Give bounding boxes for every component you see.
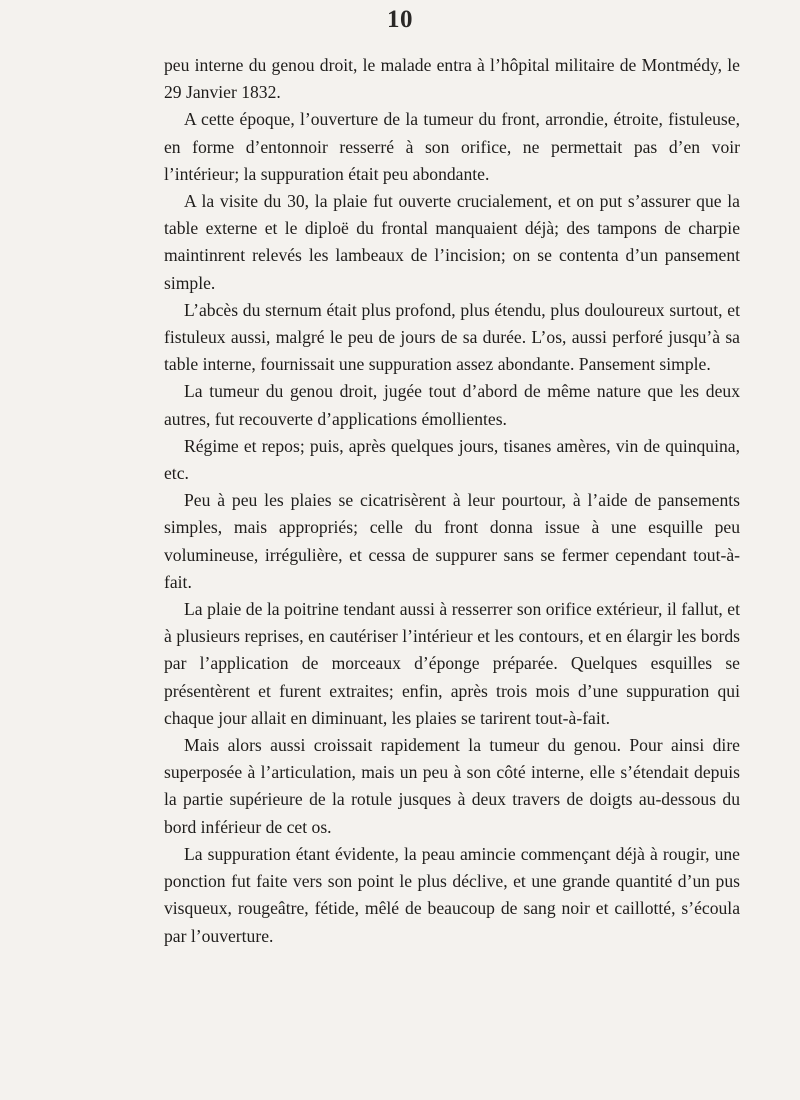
- paragraph: La tumeur du genou droit, jugée tout d’abord de même nature que les deux autres, fut recouverte d’applications émollientes.: [164, 381, 740, 429]
- page-number: 10: [387, 6, 413, 33]
- paragraph: Régime et repos; puis, après quelques jours, tisanes amères, vin de quinquina, etc.: [164, 435, 740, 484]
- paragraph: A la visite du 30, la plaie fut ouverte crucialement, et on put s’assurer que la table externe et le diploë du frontal manquaient déjà; des tampons de charpie maintinrent relevés les lambeaux de l’incision; on se contenta d’un pansement simple.: [164, 191, 740, 293]
- body-text: [164, 52, 740, 950]
- paragraph: L’abcès du sternum était plus profond, plus étendu, plus douloureux surtout, et fistuleux aussi, malgré le peu de jours de sa durée. L’os, aussi perforé jusqu’à sa table interne, fournissait une suppuration assez abondante. Pansement simple.: [164, 299, 740, 375]
- paragraph: Mais alors aussi croissait rapidement la tumeur du genou. Pour ainsi dire superposée à l’articulation, mais un peu à son côté interne, elle s’étendait depuis la partie supérieure de la rotule jusques à deux travers de doigts au-dessous du bord inférieur de cet os.: [164, 735, 740, 837]
- paragraph: La suppuration étant évidente, la peau amincie commençant déjà à rougir, une ponction fut faite vers son point le plus déclive, et une grande quantité d’un pus visqueux, rougeâtre, fétide, mêlé de beaucoup de sang noir et caillotté, s’écoula par l’ouverture.: [164, 843, 740, 946]
- paragraph: peu interne du genou droit, le malade entra à l’hôpital militaire de Montmédy, le 29 Janvier 1832.: [164, 55, 740, 103]
- paragraph: La plaie de la poitrine tendant aussi à resserrer son orifice extérieur, il fallut, et à plusieurs reprises, en cautériser l’intérieur et les contours, et en élargir les bords par l’application de morceaux d’éponge préparée. Quelques esquilles se présentèrent et furent extraites; enfin, après trois mois d’une suppuration qui chaque jour allait en diminuant, les plaies se tarirent tout-à-fait.: [164, 599, 740, 728]
- paragraph: A cette époque, l’ouverture de la tumeur du front, arrondie, étroite, fistuleuse, en forme d’entonnoir resserré à son orifice, ne permettait pas d’en voir l’intérieur; la suppuration était peu abondante.: [164, 109, 740, 184]
- paragraph: Peu à peu les plaies se cicatrisèrent à leur pourtour, à l’aide de pansements simples, mais appropriés; celle du front donna issue à une esquille peu volumineuse, irrégulière, et cessa de suppurer sans se fermer cependant tout-à-fait.: [164, 490, 740, 592]
